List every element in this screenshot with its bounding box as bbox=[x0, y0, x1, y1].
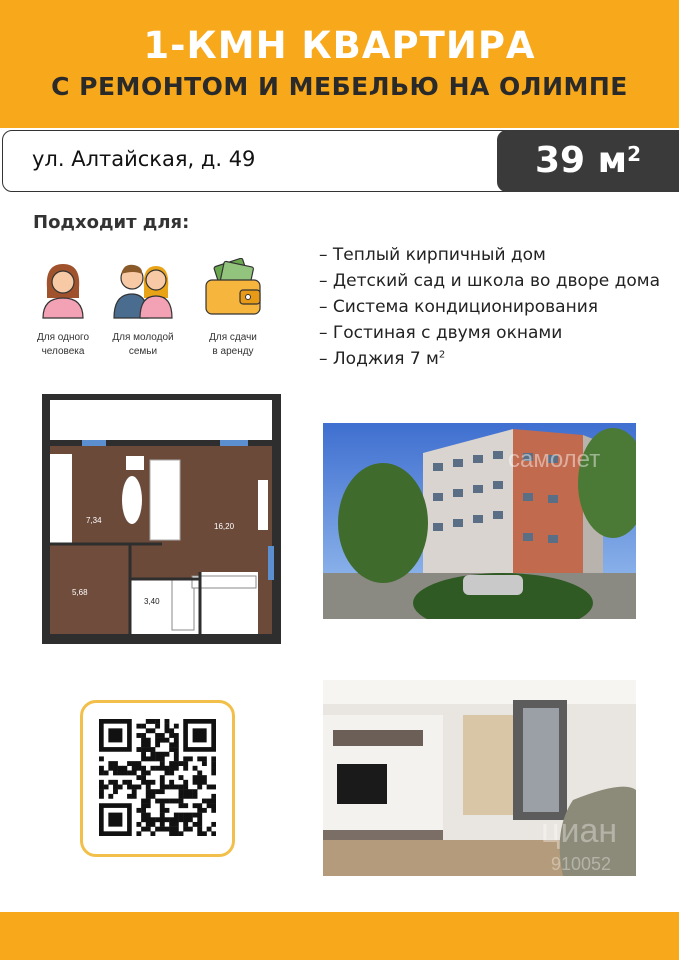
feature-item: – Детский сад и школа во дворе дома bbox=[319, 271, 660, 291]
floor-plan bbox=[42, 394, 281, 644]
qr-code-icon[interactable] bbox=[99, 719, 216, 836]
audience-couple bbox=[98, 258, 188, 359]
address-text: ул. Алтайская, д. 49 bbox=[32, 147, 256, 171]
floor-plan-drawing bbox=[42, 394, 281, 644]
watermark-phone: 910052 bbox=[551, 854, 612, 874]
audience-rent-label: Для сдачи в аренду bbox=[209, 332, 257, 357]
room-area-label: 3,40 bbox=[144, 597, 160, 606]
watermark-brand: циан bbox=[541, 812, 618, 850]
area-value: 39 м bbox=[535, 140, 628, 181]
suitable-title: Подходит для: bbox=[33, 212, 190, 233]
feature-item: – Гостиная с двумя окнами bbox=[319, 323, 563, 343]
room-area-label: 5,68 bbox=[72, 588, 88, 597]
feature-item: – Система кондиционирования bbox=[319, 297, 598, 317]
wallet-money-icon bbox=[202, 258, 264, 320]
feature-list bbox=[319, 245, 660, 375]
building-exterior-photo bbox=[323, 423, 636, 619]
living-room-image bbox=[323, 680, 636, 876]
watermark-text: самолет bbox=[508, 446, 601, 473]
audience-rent bbox=[188, 258, 278, 359]
footer-banner bbox=[0, 912, 679, 960]
audience-couple-label: Для молодой семьи bbox=[112, 332, 174, 357]
area-unit-sup: 2 bbox=[627, 142, 641, 166]
audience-single-label: Для одного человека bbox=[36, 332, 90, 357]
page-subtitle: С РЕМОНТОМ И МЕБЕЛЬЮ НА ОЛИМПЕ bbox=[51, 72, 628, 101]
feature-loggia-text: – Лоджия 7 м bbox=[319, 349, 439, 369]
single-person-icon bbox=[33, 258, 93, 320]
qr-code-frame bbox=[80, 700, 235, 857]
young-couple-icon bbox=[112, 258, 174, 320]
area-text bbox=[497, 140, 679, 181]
room-area-label: 16,20 bbox=[214, 522, 235, 531]
page-title: 1-КМН КВАРТИРА bbox=[143, 24, 536, 67]
feature-loggia-sup: 2 bbox=[438, 349, 446, 361]
room-area-label: 7,34 bbox=[86, 516, 102, 525]
feature-item bbox=[319, 349, 660, 375]
living-room-photo bbox=[323, 680, 636, 876]
feature-item: – Теплый кирпичный дом bbox=[319, 245, 546, 265]
audience-single bbox=[18, 258, 108, 359]
building-exterior-image bbox=[323, 423, 636, 619]
